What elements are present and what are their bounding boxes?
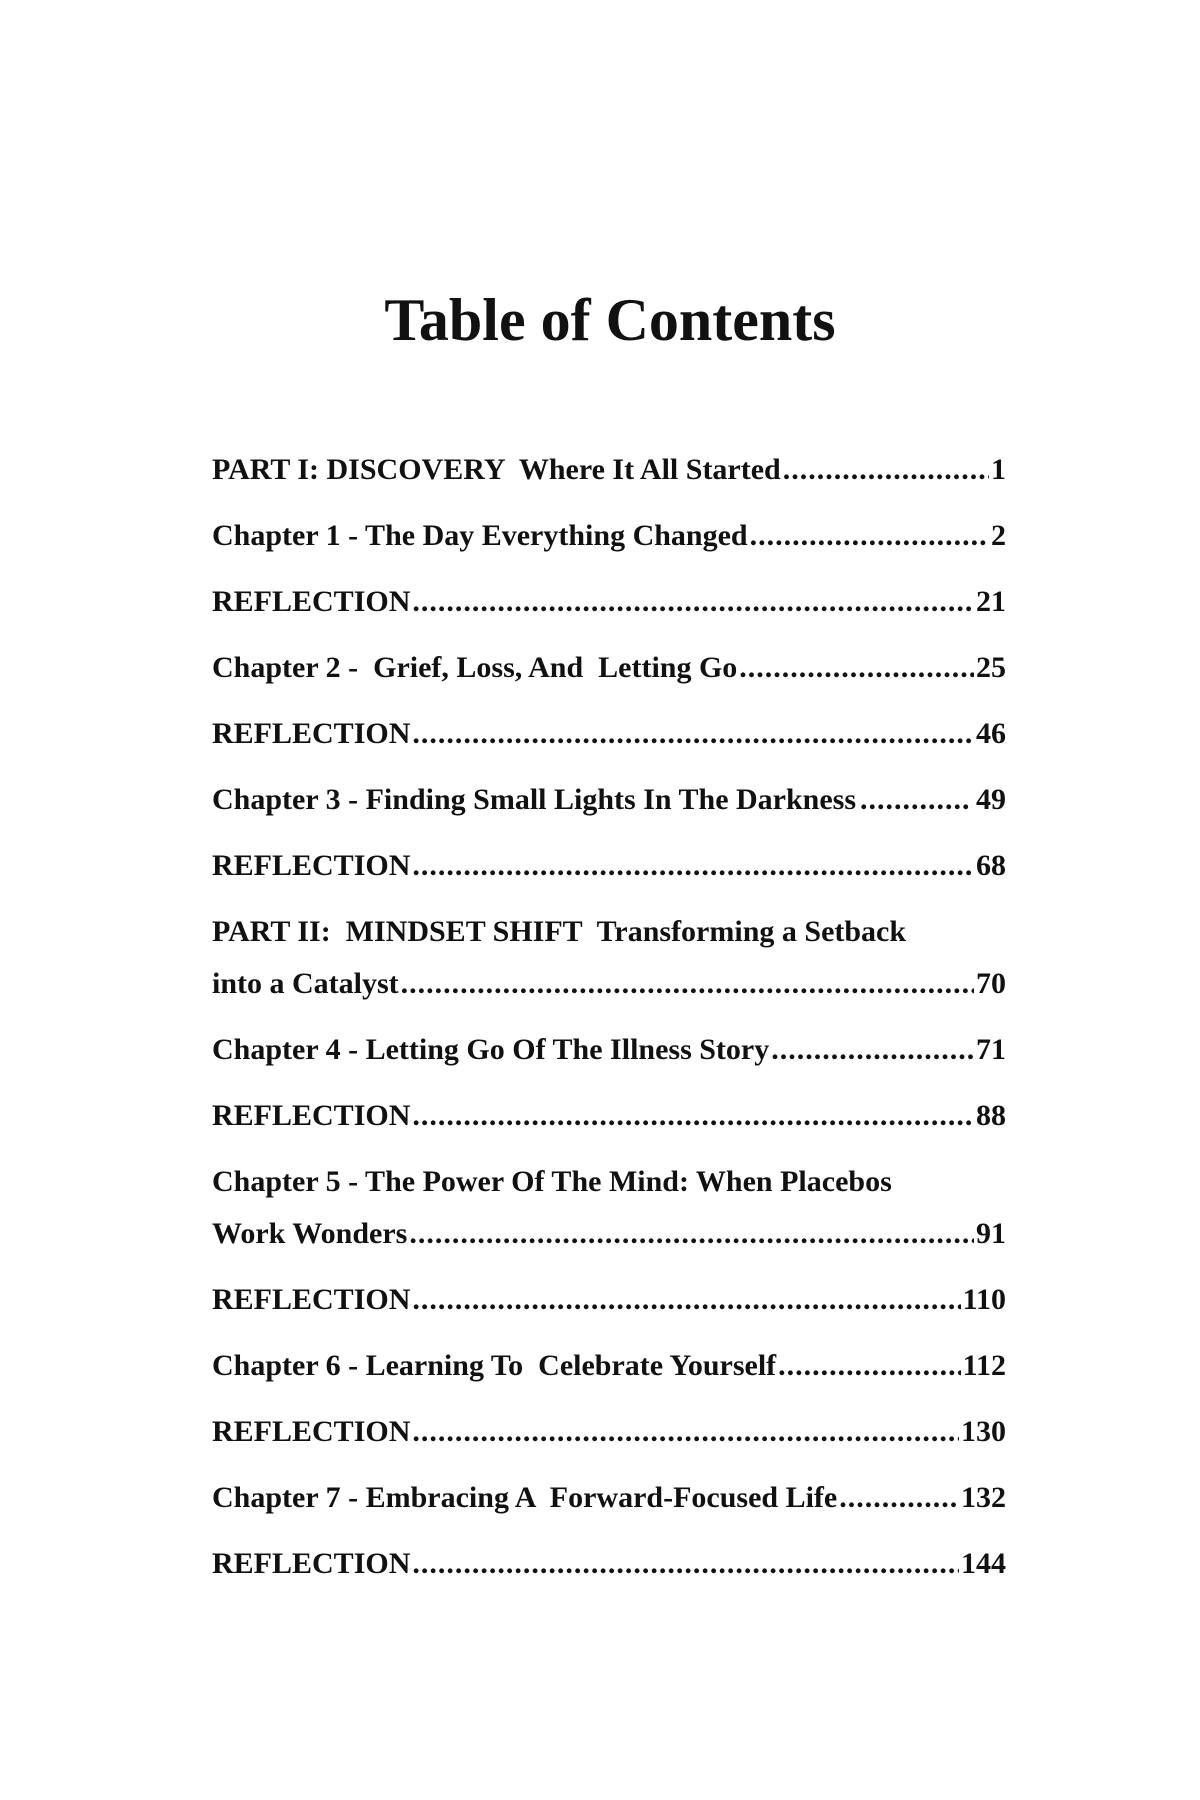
- toc-entry-title: PART I: DISCOVERY Where It All Started: [212, 453, 781, 486]
- toc-entry-page: 2: [991, 519, 1006, 552]
- toc-entry-title: Chapter 2 - Grief, Loss, And Letting Go: [212, 651, 738, 684]
- toc-entry-page: 71: [976, 1033, 1006, 1066]
- toc-entry-chapter-4[interactable]: [212, 1028, 1006, 1094]
- toc-entry-title: REFLECTION: [212, 849, 411, 882]
- toc-entry-title-line1: PART II: MINDSET SHIFT Transforming a Setback: [212, 915, 907, 948]
- toc-entry-title-line2: into a Catalyst: [212, 967, 399, 1000]
- toc-entry-chapter-7[interactable]: [212, 1476, 1006, 1542]
- dot-leader: [412, 580, 974, 624]
- dot-leader: [412, 712, 974, 756]
- toc-entry-title: Chapter 3 - Finding Small Lights In The Darkness: [212, 783, 857, 816]
- dot-leader: [750, 514, 989, 558]
- toc-entry-reflection-7[interactable]: [212, 1542, 1006, 1608]
- dot-leader: [409, 1212, 974, 1256]
- toc-entry-chapter-2[interactable]: [212, 646, 1006, 712]
- dot-leader: [839, 1476, 959, 1520]
- toc-entry-page: 88: [976, 1099, 1006, 1132]
- toc-entry-title: Chapter 6 - Learning To Celebrate Yourself: [212, 1349, 777, 1382]
- dot-leader: [739, 646, 974, 690]
- toc-entry-reflection-6[interactable]: [212, 1410, 1006, 1476]
- dot-leader: [412, 1094, 974, 1138]
- toc-entry-title-line2: Work Wonders: [212, 1217, 408, 1250]
- dot-leader: [401, 962, 974, 1006]
- toc-entry-reflection-5[interactable]: [212, 1278, 1006, 1344]
- toc-entry-title-line1: Chapter 5 - The Power Of The Mind: When Placebos: [212, 1165, 892, 1198]
- toc-entry-page: 110: [962, 1283, 1006, 1316]
- toc-entry-page: 1: [991, 453, 1006, 486]
- toc-entry-title: Chapter 1 - The Day Everything Changed: [212, 519, 748, 552]
- toc-entry-part-2[interactable]: [212, 910, 1006, 1028]
- toc-entry-title: REFLECTION: [212, 1099, 411, 1132]
- toc-entry-page: 130: [961, 1415, 1006, 1448]
- toc-entry-page: 25: [976, 651, 1006, 684]
- toc-entry-reflection-1[interactable]: [212, 580, 1006, 646]
- toc-entry-page: 132: [961, 1481, 1006, 1514]
- toc-entry-chapter-1[interactable]: [212, 514, 1006, 580]
- toc-entry-title: REFLECTION: [212, 1547, 411, 1580]
- toc-entry-title: Chapter 4 - Letting Go Of The Illness Story: [212, 1033, 770, 1066]
- toc-entry-page: 144: [961, 1547, 1006, 1580]
- dot-leader: [412, 844, 974, 888]
- toc-entry-reflection-3[interactable]: [212, 844, 1006, 910]
- toc-entry-page: 49: [976, 783, 1006, 816]
- toc-entry-page: 70: [976, 967, 1006, 1000]
- dot-leader: [412, 1278, 960, 1322]
- toc-entry-reflection-4[interactable]: [212, 1094, 1006, 1160]
- dot-leader: [778, 1344, 961, 1388]
- toc-entry-page: 91: [976, 1217, 1006, 1250]
- dot-leader: [783, 448, 989, 492]
- dot-leader: [860, 778, 972, 822]
- dot-leader: [412, 1542, 959, 1586]
- toc-entry-page: 68: [976, 849, 1006, 882]
- toc-entry-chapter-6[interactable]: [212, 1344, 1006, 1410]
- toc-entry-title: REFLECTION: [212, 1415, 411, 1448]
- toc-entry-page: 46: [976, 717, 1006, 750]
- toc-entry-page: 112: [962, 1349, 1006, 1382]
- toc-entry-reflection-2[interactable]: [212, 712, 1006, 778]
- page-title: Table of Contents: [384, 287, 836, 353]
- dot-leader: [771, 1028, 974, 1072]
- toc-entry-title: REFLECTION: [212, 1283, 411, 1316]
- toc-entry-part-1[interactable]: [212, 448, 1006, 514]
- toc-entry-title: Chapter 7 - Embracing A Forward-Focused Life: [212, 1481, 838, 1514]
- toc-entry-chapter-5[interactable]: [212, 1160, 1006, 1278]
- toc-entry-title: REFLECTION: [212, 585, 411, 618]
- toc-entry-chapter-3[interactable]: [212, 778, 1006, 844]
- toc-entry-page: 21: [976, 585, 1006, 618]
- dot-leader: [412, 1410, 959, 1454]
- toc-entry-title: REFLECTION: [212, 717, 411, 750]
- table-of-contents: [212, 448, 1006, 1608]
